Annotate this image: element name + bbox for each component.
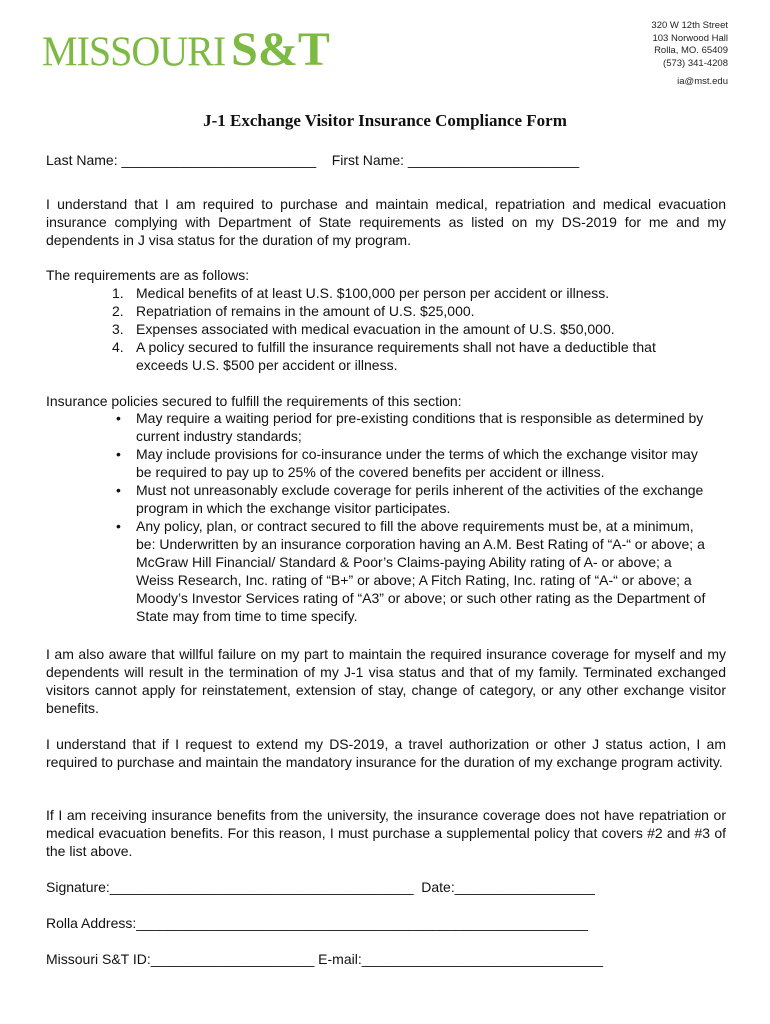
address-city: Rolla, MO. 65409 (654, 45, 728, 56)
bullet-icon: • (116, 446, 121, 462)
signature-date-fields[interactable]: Signature:_______________________________________ Date:__________________ (46, 879, 595, 895)
requirement-item (112, 284, 702, 302)
missouri-st-logo (42, 22, 330, 77)
id-email-fields[interactable]: Missouri S&T ID:_____________________ E-mail:_______________________________ (46, 951, 604, 967)
requirement-number: 1. (112, 285, 124, 301)
policies-intro: Insurance policies secured to fulfill the requirements of this section: (46, 393, 462, 409)
requirement-number: 3. (112, 321, 124, 337)
address-phone: (573) 341-4208 (663, 57, 728, 69)
requirement-number: 4. (112, 339, 124, 355)
intro-paragraph: I understand that I am required to purchase and maintain medical, repatriation and medical evacuation insurance complying with Department of State requirements as listed on my DS-2019 for me and my dependents in J visa status for the duration of my program. (46, 196, 726, 248)
policy-item (112, 517, 712, 625)
requirements-intro: The requirements are as follows: (46, 267, 250, 283)
bullet-icon: • (116, 482, 121, 498)
university-paragraph: If I am receiving insurance benefits from the university, the insurance coverage does not have repatriation or medical evacuation benefits. For this reason, I must purchase a supplemental policy that covers #2 and #3 of the list above. (46, 807, 726, 859)
address-street: 320 W 12th Street (651, 20, 728, 31)
requirement-text: Medical benefits of at least U.S. $100,000 per person per accident or illness. (136, 285, 610, 301)
bullet-icon: • (116, 518, 121, 534)
logo-st: S&T (231, 23, 330, 76)
policy-item (112, 445, 712, 481)
policy-item (112, 409, 712, 445)
office-address (651, 20, 728, 89)
policy-text: Any policy, plan, or contract secured to fill the above requirements must be, at a minimum, be: Underwritten by an insurance corporation having an A.M. Best Rating of “A-“ or above; a McGraw Hill Financial/ Standard & Poor’s Claims-paying Ability rating of A- or above; a Weiss Research, Inc. rating of “B+” or above; A Fitch Rating, Inc. rating of “A-“ or above; a Moody’s Investor Services rating of “A3” or above; or such other rating as the Department of State may from time to time specify. (136, 518, 706, 624)
requirement-item (112, 320, 702, 338)
policy-text: Must not unreasonably exclude coverage for perils inherent of the activities of the exchange program in which the exchange visitor participates. (136, 482, 704, 516)
policy-text: May include provisions for co-insurance under the terms of which the exchange visitor may be required to pay up to 25% of the covered benefits per accident or illness. (136, 446, 698, 480)
name-fields[interactable]: Last Name: _________________________ First Name: ______________________ (46, 152, 580, 168)
requirements-list (112, 284, 702, 374)
bullet-icon: • (116, 410, 121, 426)
form-title: J-1 Exchange Visitor Insurance Compliance Form (203, 111, 567, 130)
rolla-address-field[interactable]: Rolla Address:__________________________________________________________ (46, 915, 588, 931)
policy-item (112, 481, 712, 517)
address-hall: 103 Norwood Hall (652, 32, 728, 44)
awareness-paragraph: I am also aware that willful failure on my part to maintain the required insurance coverage for myself and my dependents will result in the termination of my J-1 visa status and that of my family. Terminated exchanged visitors cannot apply for reinstatement, extension of stay, change of category, or any other exchange visitor benefits. (46, 646, 726, 716)
policies-list (112, 409, 712, 625)
extension-paragraph: I understand that if I request to extend my DS-2019, a travel authorization or other J status action, I am required to purchase and maintain the mandatory insurance for the duration of my exchange program activity. (46, 736, 726, 770)
requirement-number: 2. (112, 303, 124, 319)
requirement-item (112, 338, 702, 374)
address-email: ia@mst.edu (677, 76, 728, 87)
requirement-text: Repatriation of remains in the amount of U.S. $25,000. (136, 303, 475, 319)
requirement-text: A policy secured to fulfill the insurance requirements shall not have a deductible that exceeds U.S. $500 per accident or illness. (136, 339, 656, 373)
requirement-text: Expenses associated with medical evacuation in the amount of U.S. $50,000. (136, 321, 615, 337)
logo-word: MISSOURI (42, 27, 226, 76)
requirement-item (112, 302, 702, 320)
policy-text: May require a waiting period for pre-existing conditions that is responsible as determined by current industry standards; (136, 410, 704, 444)
